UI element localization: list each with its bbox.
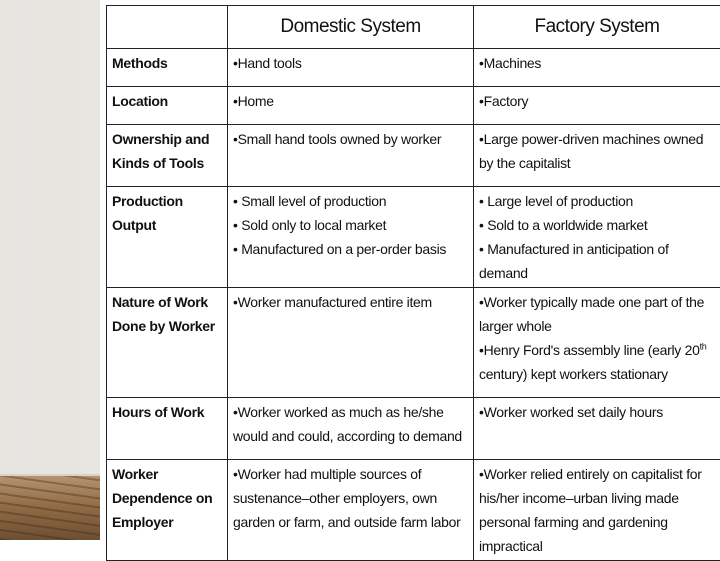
row-label-nature-of-work: Nature of Work Done by Worker [107, 288, 228, 398]
table-row [107, 398, 720, 460]
bullet-text: •Large power-driven machines owned by the capitalist [479, 127, 715, 175]
bullet-text: •Worker worked as much as he/she would and could, according to demand [233, 400, 468, 448]
row-label-ownership: Ownership and Kinds of Tools [107, 125, 228, 187]
row-label-hours-of-work: Hours of Work [107, 398, 228, 460]
bullet-text: • Manufactured in anticipation of demand [479, 237, 715, 285]
table-row [107, 49, 720, 87]
bullet-text: •Henry Ford's assembly line (early 20 [479, 342, 700, 358]
bullet-text: •Home [233, 89, 468, 113]
bullet-text: century) kept workers stationary [479, 366, 668, 382]
factory-cell [474, 288, 720, 398]
row-label-production-output: Production Output [107, 187, 228, 288]
bullet-text: •Worker relied entirely on capitalist for his/her income–urban living made personal farming and gardening impractical [479, 462, 715, 558]
bullet-text-with-superscript [479, 338, 715, 386]
bullet-text: • Manufactured on a per-order basis [233, 237, 468, 261]
table-row [107, 125, 720, 187]
bullet-text: • Sold only to local market [233, 213, 468, 237]
wooden-floor [0, 476, 104, 540]
bullet-text: • Large level of production [479, 189, 715, 213]
factory-cell [474, 187, 720, 288]
factory-cell [474, 125, 720, 187]
bullet-text: •Machines [479, 51, 715, 75]
bullet-text: •Worker worked set daily hours [479, 400, 715, 424]
domestic-cell [228, 125, 474, 187]
header-factory-system: Factory System [474, 6, 720, 49]
table-row [107, 87, 720, 125]
bullet-text: • Small level of production [233, 189, 468, 213]
table-row [107, 460, 720, 561]
table-row [107, 288, 720, 398]
table-row [107, 187, 720, 288]
bullet-text: •Worker manufactured entire item [233, 290, 468, 314]
bullet-text: •Worker typically made one part of the larger whole [479, 290, 715, 338]
factory-cell [474, 460, 720, 561]
bullet-text: •Worker had multiple sources of sustenance–other employers, own garden or farm, and outside farm labor [233, 462, 468, 534]
header-domestic-system: Domestic System [228, 6, 474, 49]
domestic-cell [228, 288, 474, 398]
row-label-worker-dependence: Worker Dependence on Employer [107, 460, 228, 561]
domestic-cell [228, 187, 474, 288]
header-empty-cell [107, 6, 228, 49]
row-label-methods: Methods [107, 49, 228, 87]
superscript-text: th [700, 341, 707, 351]
factory-cell [474, 87, 720, 125]
domestic-cell [228, 49, 474, 87]
domestic-cell [228, 87, 474, 125]
factory-cell [474, 398, 720, 460]
factory-cell [474, 49, 720, 87]
bullet-text: • Sold to a worldwide market [479, 213, 715, 237]
comparison-table [106, 5, 720, 561]
bullet-text: •Factory [479, 89, 715, 113]
bullet-text: •Hand tools [233, 51, 468, 75]
header-row [107, 6, 720, 49]
domestic-cell [228, 398, 474, 460]
bullet-text: •Small hand tools owned by worker [233, 127, 468, 151]
domestic-cell [228, 460, 474, 561]
row-label-location: Location [107, 87, 228, 125]
